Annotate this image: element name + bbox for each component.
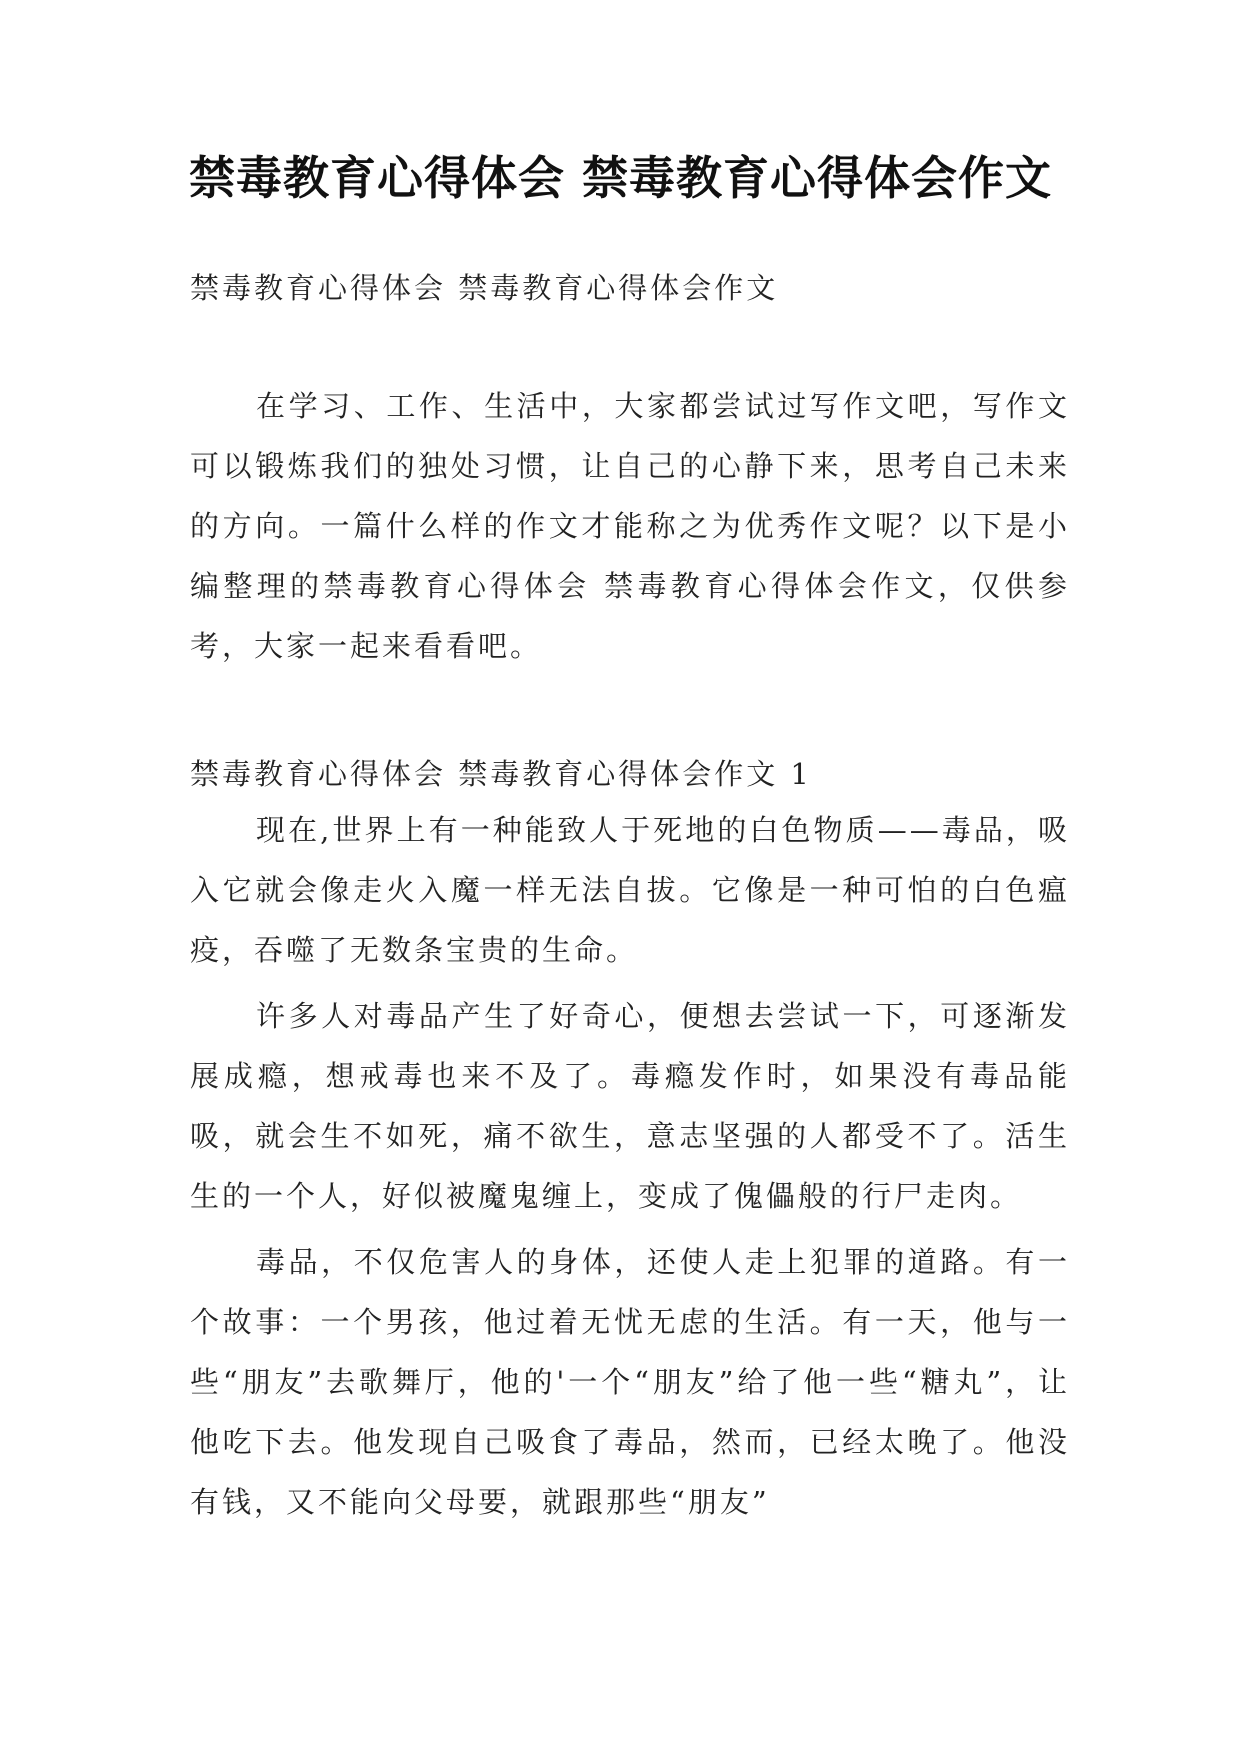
intro-paragraph: 在学习、工作、生活中，大家都尝试过写作文吧，写作文可以锻炼我们的独处习惯，让自己的心静下来，思考自己未来的方向。一篇什么样的作文才能称之为优秀作文呢？以下是小编整理的禁毒教育心得体会 禁毒教育心得体会作文，仅供参考，大家一起来看看吧。 (190, 389, 1070, 663)
body-paragraph: 现在,世界上有一种能致人于死地的白色物质——毒品，吸入它就会像走火入魔一样无法自拔。它像是一种可怕的白色瘟疫，吞噬了无数条宝贵的生命。 (190, 813, 1070, 967)
body-paragraph: 许多人对毒品产生了好奇心，便想去尝试一下，可逐渐发展成瘾，想戒毒也来不及了。毒瘾发作时，如果没有毒品能吸，就会生不如死，痛不欲生，意志坚强的人都受不了。活生生的一个人，好似被魔鬼缠上，变成了傀儡般的行尸走肉。 (190, 999, 1070, 1213)
document-subtitle: 禁毒教育心得体会 禁毒教育心得体会作文 (190, 271, 779, 305)
spacer (190, 676, 1070, 748)
document-title: 禁毒教育心得体会 禁毒教育心得体会作文 (188, 151, 1052, 205)
body-paragraph: 毒品，不仅危害人的身体，还使人走上犯罪的道路。有一个故事：一个男孩，他过着无忧无虑的生活。有一天，他与一些“朋友”去歌舞厅，他的'一个“朋友”给了他一些“糖丸”，让他吃下去。他发现自己吸食了毒品，然而，已经太晚了。他没有钱，又不能向父母要，就跟那些“朋友” (190, 1245, 1070, 1519)
spacer (190, 314, 1070, 376)
document-body (190, 262, 1070, 1532)
section-heading: 禁毒教育心得体会 禁毒教育心得体会作文 1 (190, 757, 812, 791)
